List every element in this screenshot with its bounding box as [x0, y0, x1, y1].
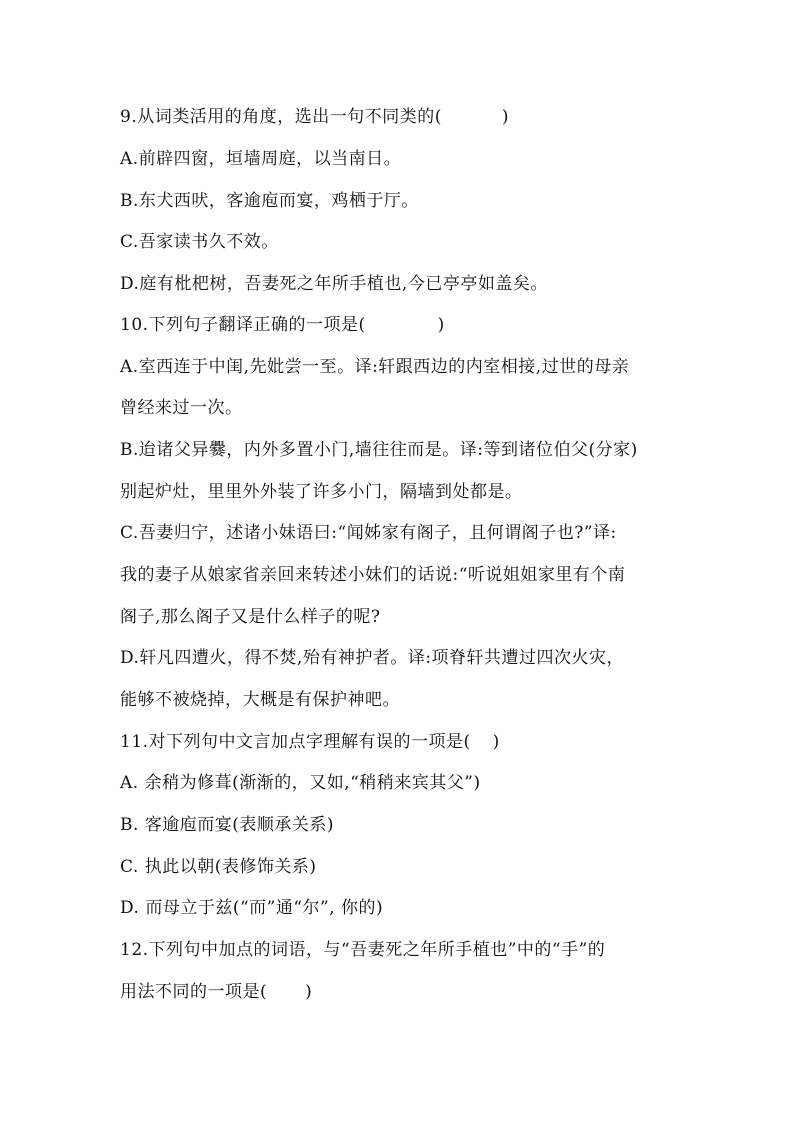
question-11-option-c: C. 执此以朝(表修饰关系)	[120, 857, 317, 877]
question-9-stem-text: 9.从词类活用的角度，选出一句不同类的(	[120, 107, 442, 127]
question-9-stem	[120, 106, 509, 128]
question-11-option-b: B. 客逾庖而宴(表顺承关系)	[120, 815, 335, 835]
question-10-option-a-line2: 曾经来过一次。	[120, 398, 243, 418]
question-9-option-c: C.吾家读书久不效。	[120, 232, 279, 252]
question-11-stem	[120, 731, 500, 753]
question-10-option-c-line2: 我的妻子从娘家省亲回来转述小妹们的话说:“听说姐姐家里有个南	[120, 565, 626, 585]
question-12-stem-line1: 12.下列句中加点的词语，与“吾妻死之年所手植也”中的“手”的	[120, 940, 606, 960]
question-12-stem-line2	[120, 981, 312, 1003]
question-11-close-paren: )	[492, 732, 500, 752]
question-10-option-b-line2: 别起炉灶，里里外外装了许多小门，隔墙到处都是。	[120, 482, 523, 502]
question-11-stem-text: 11.对下列句中文言加点字理解有误的一项是(	[120, 732, 471, 752]
question-10-option-d-line2: 能够不被烧掉，大概是有保护神吧。	[120, 690, 400, 710]
question-9-option-a: A.前辟四窗，垣墙周庭，以当南日。	[120, 149, 402, 169]
question-10-option-d-line1: D.轩凡四遭火，得不焚,殆有神护者。译:项脊轩共遭过四次火灾，	[120, 648, 625, 668]
question-9-option-b: B.东犬西吠，客逾庖而宴，鸡栖于厅。	[120, 191, 419, 211]
question-10-option-c-line1: C.吾妻归宁，述诸小妹语曰:“闻姊家有阁子，且何谓阁子也?”译:	[120, 523, 617, 543]
question-10-stem-text: 10.下列句子翻译正确的一项是(	[120, 315, 366, 335]
question-11-option-d: D. 而母立于兹(“而”通“尔”, 你的)	[120, 898, 384, 918]
question-10-option-a-line1: A.室西连于中闺,先妣尝一至。译:轩跟西边的内室相接,过世的母亲	[120, 357, 630, 377]
question-10-option-b-line1: B.迨诸父异爨，内外多置小门,墙往往而是。译:等到诸位伯父(分家)	[120, 440, 638, 460]
question-10-close-paren: )	[437, 315, 445, 335]
question-10-option-c-line3: 阁子,那么阁子又是什么样子的呢?	[120, 607, 381, 627]
question-12-stem-text: 用法不同的一项是(	[120, 982, 268, 1002]
question-11-option-a: A. 余稍为修葺(渐渐的，又如,“稍稍来宾其父”)	[120, 773, 481, 793]
question-12-close-paren: )	[305, 982, 313, 1002]
question-10-stem	[120, 314, 445, 336]
question-9-option-d: D.庭有枇杷树，吾妻死之年所手植也,今已亭亭如盖矣。	[120, 274, 548, 294]
question-9-close-paren: )	[501, 107, 509, 127]
